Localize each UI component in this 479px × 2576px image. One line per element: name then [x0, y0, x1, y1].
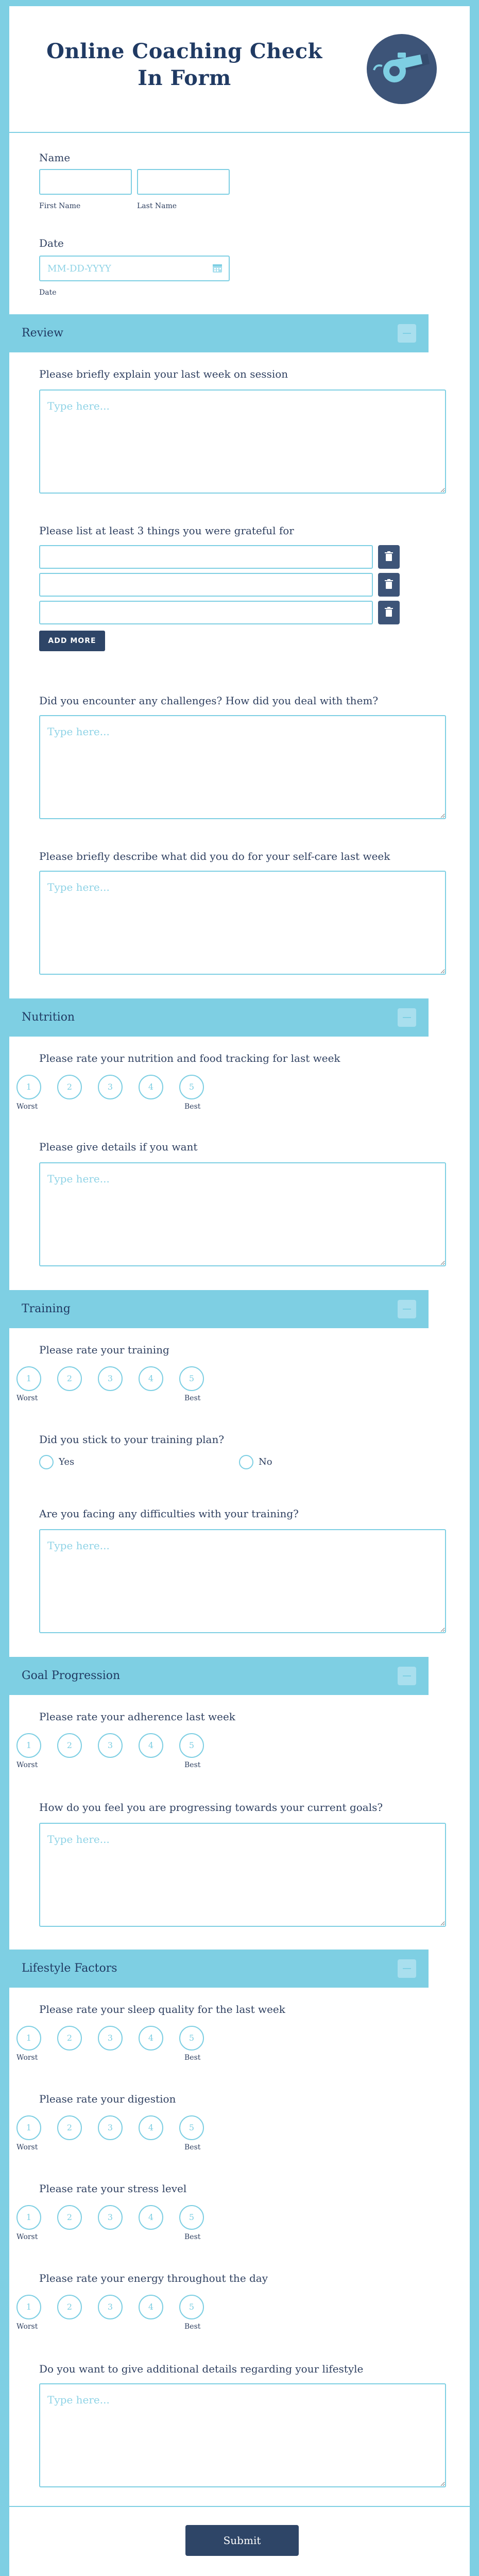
trash-icon	[378, 545, 400, 569]
digestion-label: Please rate your digestion	[39, 2093, 176, 2105]
last-week-textarea[interactable]	[39, 389, 446, 494]
progress-label: How do you feel you are progressing towards your current goals?	[39, 1801, 383, 1814]
rating-low-label: Worst	[16, 2323, 38, 2331]
delete-row-button[interactable]	[378, 573, 400, 597]
last-name-sublabel: Last Name	[137, 202, 177, 210]
rating-option-1[interactable]: 1	[16, 1733, 41, 1758]
rating-option-2[interactable]: 2	[57, 2115, 82, 2140]
sleep-label: Please rate your sleep quality for the last week	[39, 2003, 285, 2015]
rating-low-label: Worst	[16, 2054, 38, 2062]
rating-option-3[interactable]: 3	[98, 2295, 123, 2319]
rating-option-5[interactable]: 5	[179, 2115, 204, 2140]
rating-option-4[interactable]: 4	[139, 2295, 163, 2319]
rating-low-label: Worst	[16, 1761, 38, 1769]
training-difficulties-textarea[interactable]	[39, 1529, 446, 1633]
rating-low-label: Worst	[16, 2143, 38, 2151]
rating-option-1[interactable]: 1	[16, 2295, 41, 2319]
stress-rating	[16, 2205, 207, 2230]
grateful-label: Please list at least 3 things you were grateful for	[39, 524, 294, 537]
date-label: Date	[39, 237, 64, 249]
rating-option-2[interactable]: 2	[57, 2295, 82, 2319]
rating-option-4[interactable]: 4	[139, 2205, 163, 2230]
rating-low-label: Worst	[16, 2233, 38, 2241]
section-lifestyle-title: Lifestyle Factors	[22, 1962, 117, 1975]
energy-rating	[16, 2295, 207, 2319]
first-name-sublabel: First Name	[39, 202, 81, 210]
section-review-header[interactable]	[9, 314, 429, 352]
section-training-title: Training	[22, 1302, 71, 1315]
rating-high-label: Best	[184, 1394, 201, 1402]
rating-option-2[interactable]: 2	[57, 2205, 82, 2230]
adherence-rating	[16, 1733, 207, 1758]
collapse-icon[interactable]	[398, 1959, 416, 1978]
adherence-label: Please rate your adherence last week	[39, 1710, 235, 1723]
section-goal-header[interactable]	[9, 1657, 429, 1695]
rating-option-4[interactable]: 4	[139, 2026, 163, 2050]
last-week-label: Please briefly explain your last week on session	[39, 368, 288, 380]
rating-option-4[interactable]: 4	[139, 2115, 163, 2140]
whistle-logo-icon	[367, 34, 437, 104]
trash-icon	[378, 601, 400, 624]
rating-high-label: Best	[184, 2233, 201, 2241]
training-difficulties-label: Are you facing any difficulties with your training?	[39, 1507, 299, 1520]
rating-option-5[interactable]: 5	[179, 1075, 204, 1099]
trash-icon	[378, 573, 400, 597]
name-label: Name	[39, 151, 71, 164]
training-rating	[16, 1366, 207, 1391]
section-review-title: Review	[22, 327, 63, 340]
sleep-rating	[16, 2026, 207, 2050]
nutrition-rate-label: Please rate your nutrition and food tracking for last week	[39, 1052, 340, 1064]
rating-option-2[interactable]: 2	[57, 1733, 82, 1758]
rating-option-5[interactable]: 5	[179, 1733, 204, 1758]
section-goal-title: Goal Progression	[22, 1669, 121, 1682]
form-title: Online Coaching Check In Form	[46, 39, 322, 90]
form-header	[9, 6, 470, 133]
rating-option-3[interactable]: 3	[98, 1075, 123, 1099]
rating-option-2[interactable]: 2	[57, 2026, 82, 2050]
radio-yes[interactable]	[39, 1455, 54, 1469]
radio-no-label[interactable]: No	[259, 1456, 272, 1467]
rating-option-5[interactable]: 5	[179, 2026, 204, 2050]
section-training-header[interactable]	[9, 1290, 429, 1328]
date-input[interactable]	[39, 256, 230, 281]
rating-option-4[interactable]: 4	[139, 1733, 163, 1758]
rating-option-1[interactable]: 1	[16, 2026, 41, 2050]
rating-option-3[interactable]: 3	[98, 2026, 123, 2050]
rating-option-3[interactable]: 3	[98, 1733, 123, 1758]
rating-option-2[interactable]: 2	[57, 1366, 82, 1391]
rating-option-3[interactable]: 3	[98, 2205, 123, 2230]
last-name-input[interactable]	[137, 169, 230, 195]
progress-textarea[interactable]	[39, 1823, 446, 1927]
lifestyle-details-textarea[interactable]	[39, 2383, 446, 2487]
challenges-textarea[interactable]	[39, 715, 446, 819]
section-nutrition-title: Nutrition	[22, 1011, 75, 1024]
lifestyle-details-label: Do you want to give additional details regarding your lifestyle	[39, 2363, 364, 2375]
rating-option-3[interactable]: 3	[98, 2115, 123, 2140]
grateful-input-2[interactable]	[39, 573, 373, 597]
rating-option-4[interactable]: 4	[139, 1075, 163, 1099]
add-more-button[interactable]: ADD MORE	[39, 631, 105, 651]
nutrition-details-label: Please give details if you want	[39, 1141, 198, 1153]
collapse-icon[interactable]	[398, 324, 416, 343]
rating-low-label: Worst	[16, 1394, 38, 1402]
rating-high-label: Best	[184, 1103, 201, 1111]
selfcare-textarea[interactable]	[39, 871, 446, 975]
stress-label: Please rate your stress level	[39, 2182, 187, 2195]
delete-row-button[interactable]	[378, 545, 400, 569]
nutrition-rating	[16, 1075, 207, 1099]
rating-option-5[interactable]: 5	[179, 2295, 204, 2319]
calendar-icon[interactable]	[212, 263, 223, 273]
submit-button[interactable]: Submit	[185, 2525, 299, 2556]
rating-option-1[interactable]: 1	[16, 2205, 41, 2230]
selfcare-label: Please briefly describe what did you do for your self-care last week	[39, 850, 390, 862]
check-in-form	[9, 6, 470, 2576]
rating-option-3[interactable]: 3	[98, 1366, 123, 1391]
collapse-icon[interactable]	[398, 1300, 416, 1318]
rating-option-2[interactable]: 2	[57, 1075, 82, 1099]
section-nutrition-header[interactable]	[9, 998, 429, 1037]
rating-option-4[interactable]: 4	[139, 1366, 163, 1391]
radio-no[interactable]	[239, 1455, 253, 1469]
rating-option-5[interactable]: 5	[179, 1366, 204, 1391]
rating-high-label: Best	[184, 2143, 201, 2151]
rating-option-1[interactable]: 1	[16, 1075, 41, 1099]
rating-option-1[interactable]: 1	[16, 2115, 41, 2140]
date-sublabel: Date	[39, 289, 57, 297]
grateful-input-1[interactable]	[39, 545, 373, 569]
challenges-label: Did you encounter any challenges? How did you deal with them?	[39, 694, 379, 707]
collapse-icon[interactable]	[398, 1667, 416, 1685]
nutrition-details-textarea[interactable]	[39, 1162, 446, 1266]
digestion-rating	[16, 2115, 207, 2140]
section-lifestyle-header[interactable]	[9, 1950, 429, 1988]
collapse-icon[interactable]	[398, 1008, 416, 1027]
grateful-input-3[interactable]	[39, 601, 373, 624]
rating-high-label: Best	[184, 1761, 201, 1769]
rating-option-1[interactable]: 1	[16, 1366, 41, 1391]
energy-label: Please rate your energy throughout the day	[39, 2272, 268, 2284]
training-plan-label: Did you stick to your training plan?	[39, 1433, 225, 1446]
training-rate-label: Please rate your training	[39, 1344, 169, 1356]
footer-divider	[9, 2506, 470, 2507]
rating-high-label: Best	[184, 2054, 201, 2062]
rating-high-label: Best	[184, 2323, 201, 2331]
rating-option-5[interactable]: 5	[179, 2205, 204, 2230]
rating-low-label: Worst	[16, 1103, 38, 1111]
radio-yes-label[interactable]: Yes	[59, 1456, 75, 1467]
delete-row-button[interactable]	[378, 601, 400, 624]
first-name-input[interactable]	[39, 169, 132, 195]
